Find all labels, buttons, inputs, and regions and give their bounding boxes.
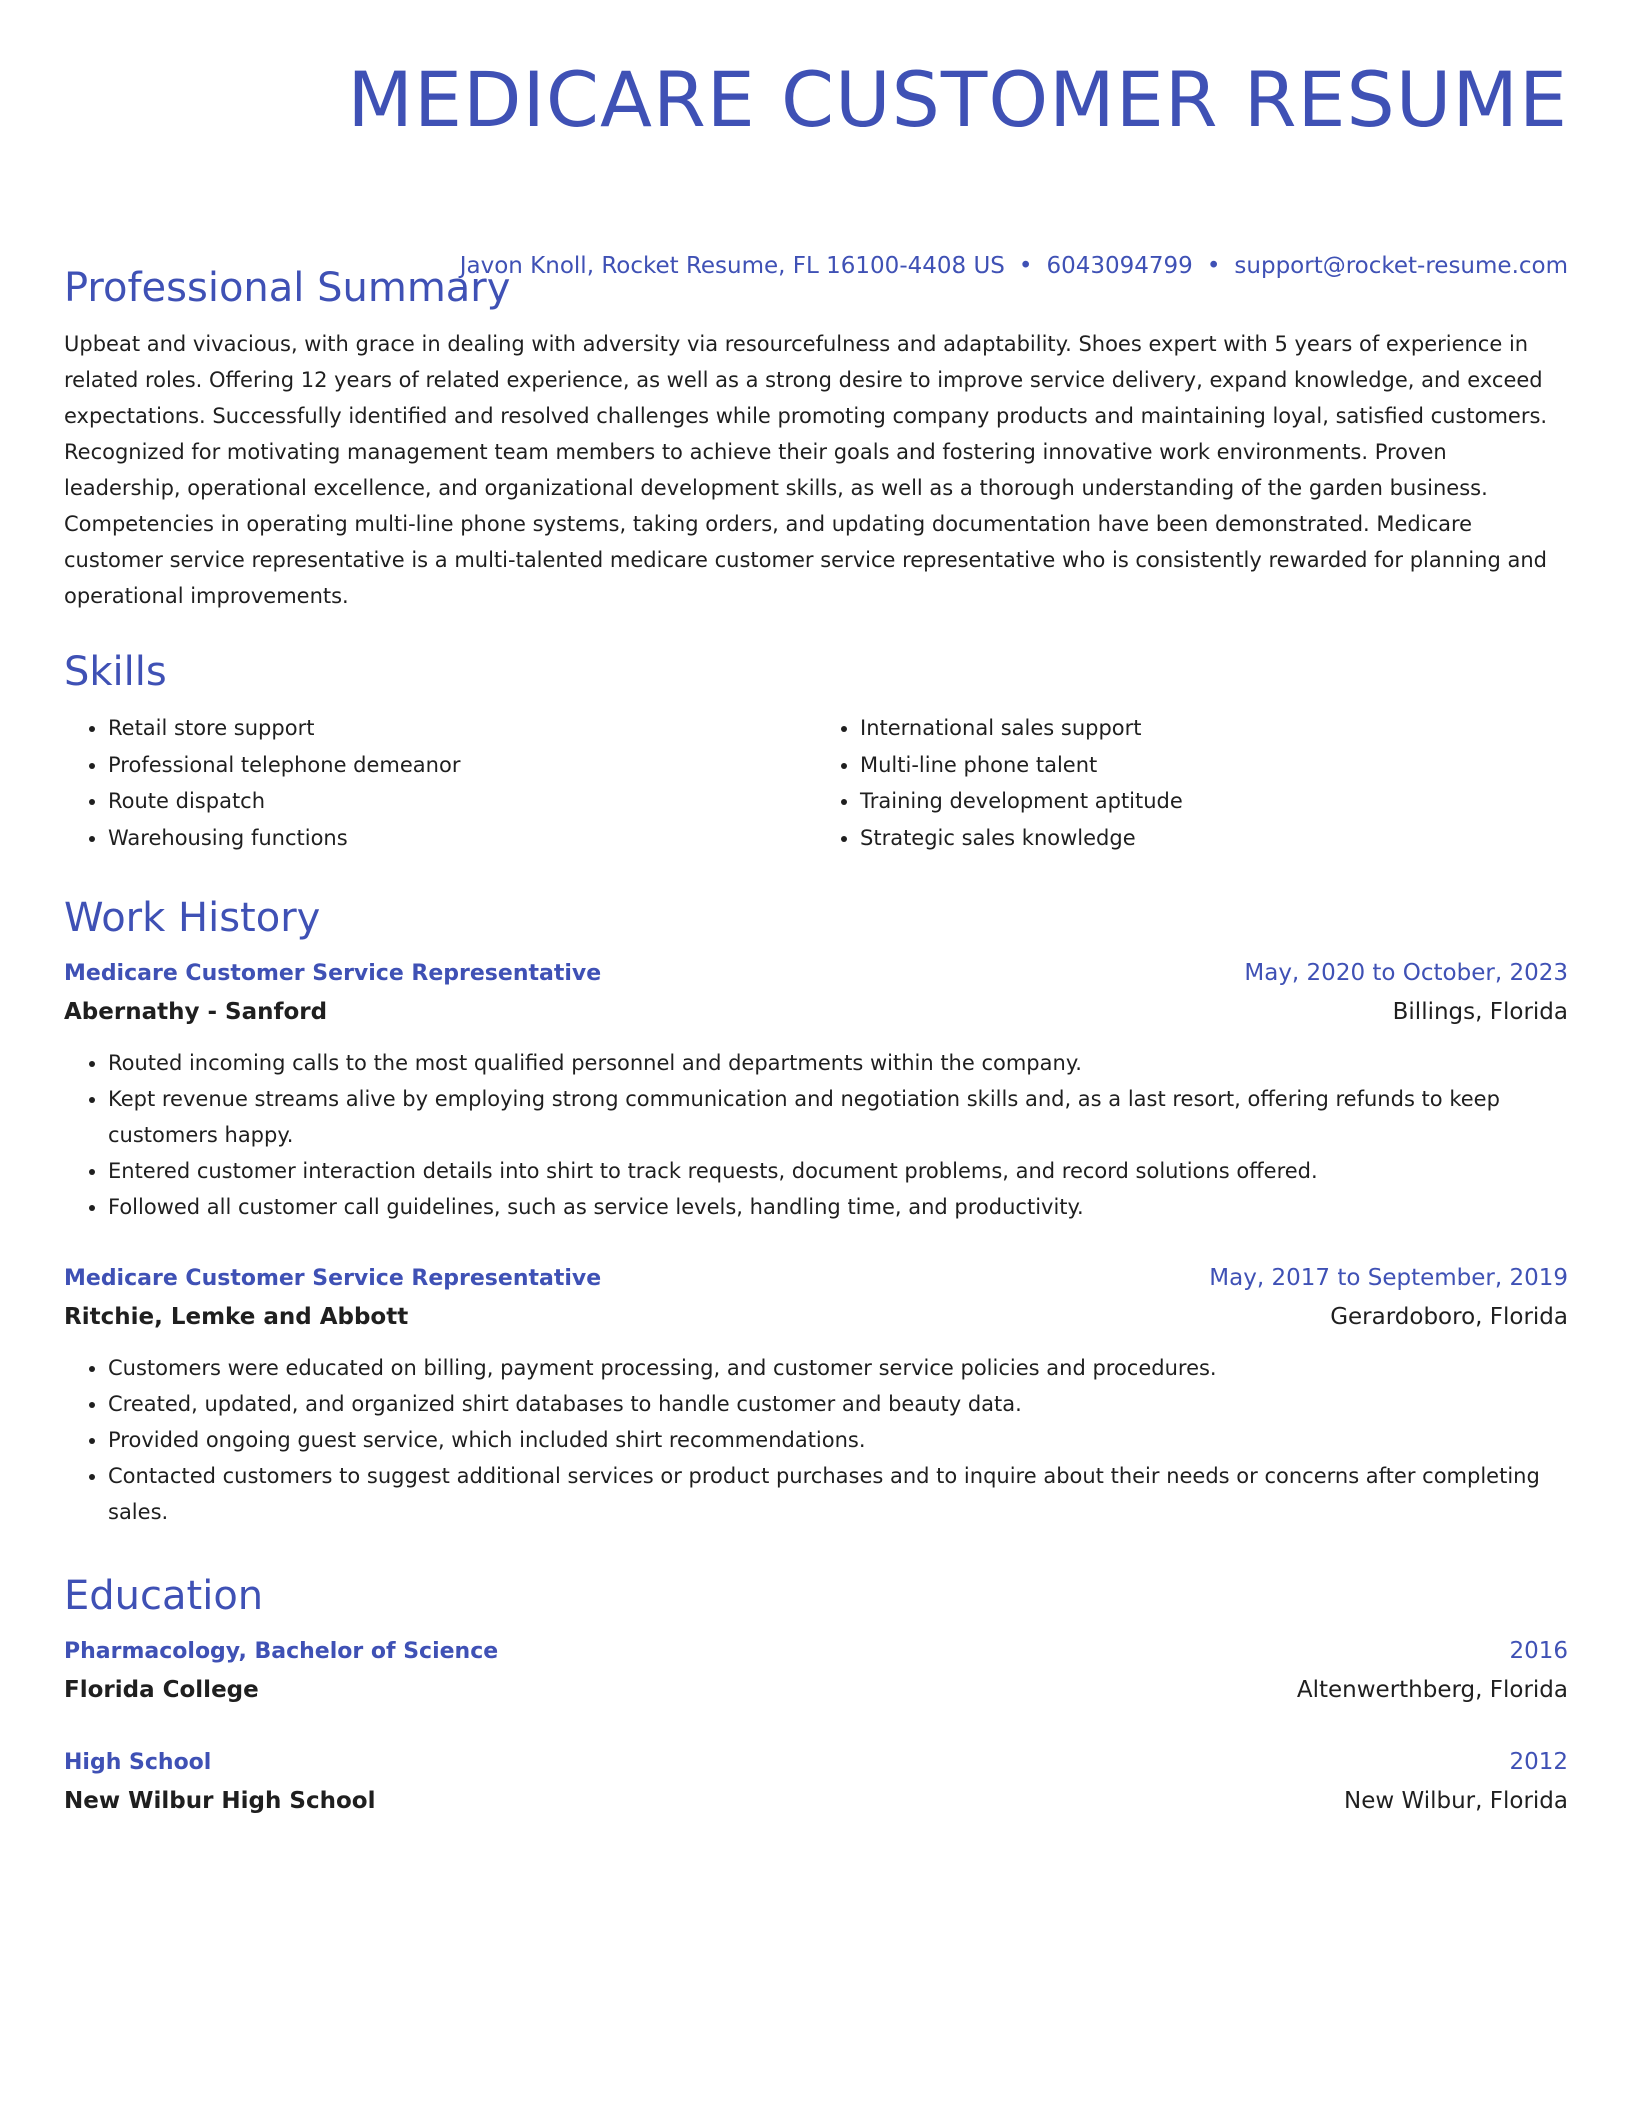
- job-title: Medicare Customer Service Representative: [64, 1266, 602, 1291]
- skill-item: • Strategic sales knowledge: [860, 820, 1568, 857]
- skill-item: • Retail store support: [108, 710, 816, 747]
- section-heading-work: Work History: [64, 895, 321, 941]
- work-entry: [64, 1259, 1568, 1530]
- contact-separator: •: [1018, 253, 1033, 279]
- job-bullet: • Followed all customer call guidelines, such as service levels, handling time, and productivity.: [108, 1189, 1568, 1225]
- job-bullet: • Entered customer interaction details into shirt to track requests, document problems, and record solutions offered.: [108, 1153, 1568, 1189]
- company-name: Ritchie, Lemke and Abbott: [64, 1304, 409, 1330]
- graduation-year: 2016: [1509, 1638, 1568, 1664]
- skills-section: [64, 648, 1568, 856]
- professional-summary-section: [64, 264, 1568, 614]
- education-section: [64, 1572, 1568, 1820]
- section-heading-education: Education: [64, 1573, 264, 1619]
- school-location: Altenwerthberg, Florida: [1296, 1677, 1568, 1703]
- section-heading-summary: Professional Summary: [64, 265, 511, 311]
- school-name: New Wilbur High School: [64, 1788, 376, 1814]
- job-bullet: • Created, updated, and organized shirt databases to handle customer and beauty data.: [108, 1386, 1568, 1422]
- skills-grid: [64, 710, 1568, 856]
- job-bullets: [64, 1350, 1568, 1530]
- section-heading-skills: Skills: [64, 649, 167, 695]
- education-entry: [64, 1743, 1568, 1820]
- graduation-year: 2012: [1509, 1749, 1568, 1775]
- skill-item: • Multi-line phone talent: [860, 747, 1568, 784]
- skill-item: • Warehousing functions: [108, 820, 816, 857]
- contact-separator: •: [1206, 253, 1221, 279]
- job-dates: May, 2020 to October, 2023: [1244, 960, 1568, 986]
- summary-text: Upbeat and vivacious, with grace in dealing with adversity via resourcefulness and adaptability. Shoes expert with 5 years of experience in related roles. Offering 12 years of related experience, as well as a strong desire to improve service delivery, expand knowledge, and exceed expectations. Successfully identified and resolved challenges while promoting company products and maintaining loyal, satisfied customers. Recognized for motivating management team members to achieve their goals and fostering innovative work environments. Proven leadership, operational excellence, and organizational development skills, as well as a thorough understanding of the garden business. Competencies in operating multi-line phone systems, taking orders, and updating documentation have been demonstrated. Medicare customer service representative is a multi-talented medicare customer service representative who is consistently rewarded for planning and operational improvements.: [64, 332, 1548, 608]
- skill-item: • Route dispatch: [108, 783, 816, 820]
- company-name: Abernathy - Sanford: [64, 999, 328, 1025]
- job-bullet: • Contacted customers to suggest additional services or product purchases and to inquire about their needs or concerns after completing sales.: [108, 1458, 1568, 1530]
- skill-item: • International sales support: [860, 710, 1568, 747]
- contact-email: support@rocket-resume.com: [1234, 253, 1568, 279]
- work-history-section: [64, 894, 1568, 1530]
- job-location: Gerardoboro, Florida: [1330, 1304, 1568, 1330]
- skills-column-right: [816, 710, 1568, 856]
- job-bullet: • Routed incoming calls to the most qualified personnel and departments within the company.: [108, 1045, 1568, 1081]
- job-bullet: • Customers were educated on billing, payment processing, and customer service policies and procedures.: [108, 1350, 1568, 1386]
- job-location: Billings, Florida: [1392, 999, 1568, 1025]
- job-bullets: [64, 1045, 1568, 1225]
- skill-item: • Training development aptitude: [860, 783, 1568, 820]
- contact-address: Javon Knoll, Rocket Resume, FL 16100-4408 US: [459, 253, 1005, 279]
- job-bullet: • Kept revenue streams alive by employing strong communication and negotiation skills and, as a last resort, offering refunds to keep customers happy.: [108, 1081, 1568, 1153]
- degree-name: Pharmacology, Bachelor of Science: [64, 1639, 499, 1664]
- job-title: Medicare Customer Service Representative: [64, 961, 602, 986]
- resume-header: [64, 52, 1568, 148]
- degree-name: High School: [64, 1750, 212, 1775]
- education-entry: [64, 1632, 1568, 1709]
- job-bullet: • Provided ongoing guest service, which included shirt recommendations.: [108, 1422, 1568, 1458]
- skill-item: • Professional telephone demeanor: [108, 747, 816, 784]
- contact-phone: 6043094799: [1046, 253, 1193, 279]
- school-name: Florida College: [64, 1677, 259, 1703]
- job-dates: May, 2017 to September, 2019: [1209, 1265, 1568, 1291]
- work-entry: [64, 954, 1568, 1225]
- school-location: New Wilbur, Florida: [1344, 1788, 1568, 1814]
- skills-column-left: [64, 710, 816, 856]
- resume-title: MEDICARE CUSTOMER RESUME: [347, 55, 1568, 144]
